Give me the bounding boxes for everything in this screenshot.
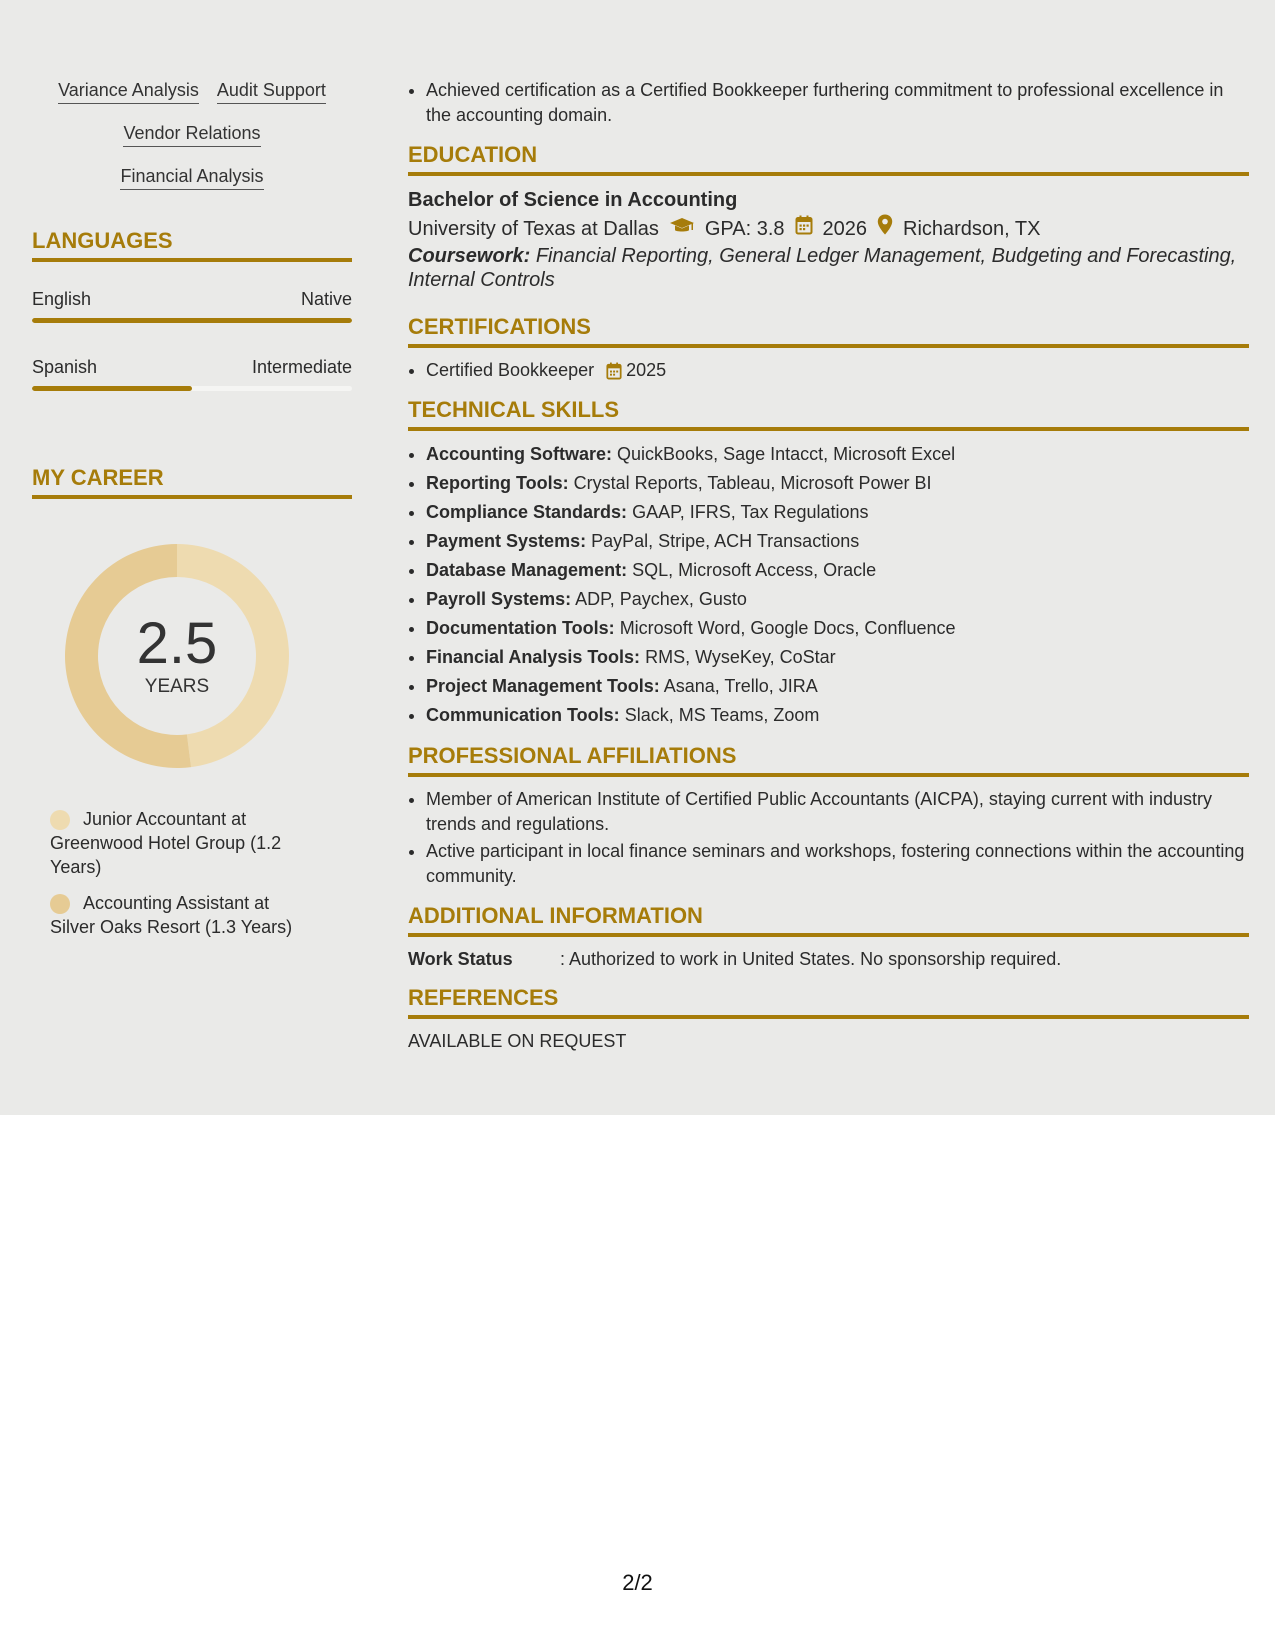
skill-item: • Compliance Standards: GAAP, IFRS, Tax Regulations [426, 499, 1249, 526]
skill-item: • Accounting Software: QuickBooks, Sage Intacct, Microsoft Excel [426, 441, 1249, 468]
graduation-year: 2026 [822, 218, 868, 240]
education-heading: EDUCATION [408, 142, 1249, 176]
work-status-value: : Authorized to work in United States. No sponsorship required. [560, 949, 1062, 969]
language-bar-fill [32, 386, 192, 391]
language-name: English [32, 289, 92, 309]
left-column [32, 80, 352, 951]
certification-item [426, 358, 1249, 383]
affiliation-item: • Member of American Institute of Certified Public Accountants (AICPA), staying current with industry trends and regulations. [426, 787, 1249, 837]
career-legend-item [50, 891, 310, 939]
skill-item: • Financial Analysis Tools: RMS, WyseKey, CoStar [426, 644, 1249, 671]
languages-heading: LANGUAGES [32, 228, 352, 262]
skill-item: • Documentation Tools: Microsoft Word, Google Docs, Confluence [426, 615, 1249, 642]
school-name: University of Texas at Dallas [408, 218, 659, 240]
calendar-icon [606, 362, 622, 380]
references-text: AVAILABLE ON REQUEST [408, 1031, 627, 1051]
work-status-label: Work Status [408, 949, 513, 969]
legend-dot [50, 894, 70, 914]
career-legend-item [50, 807, 310, 879]
language-bar [32, 318, 352, 323]
skill-item: • Payment Systems: PayPal, Stripe, ACH Transactions [426, 528, 1249, 555]
career-legend [50, 807, 310, 939]
career-donut-chart [62, 541, 292, 771]
certification-year: 2025 [626, 360, 667, 380]
coursework-list: Financial Reporting, General Ledger Management, Budgeting and Forecasting, Internal Controls [408, 245, 1237, 291]
career-total-unit: YEARS [144, 676, 210, 697]
skill-tags [32, 80, 352, 190]
location-pin-icon [877, 214, 893, 244]
coursework-label: Coursework: [408, 245, 531, 267]
coursework [408, 244, 1249, 292]
work-status-row [408, 947, 1249, 971]
skill-tag: Variance Analysis [58, 80, 199, 104]
education-details [408, 214, 1249, 244]
skill-item: • Payroll Systems: ADP, Paychex, Gusto [426, 586, 1249, 613]
references-heading: REFERENCES [408, 985, 1249, 1019]
skill-tag: Vendor Relations [123, 123, 260, 147]
additional-info-heading: ADDITIONAL INFORMATION [408, 903, 1249, 937]
career-legend-label: Junior Accountant at Greenwood Hotel Group (1.2 Years) [50, 809, 282, 877]
skill-tag: Financial Analysis [120, 166, 263, 190]
affiliations-heading: PROFESSIONAL AFFILIATIONS [408, 743, 1249, 777]
graduation-cap-icon [669, 214, 695, 244]
language-item-english [32, 288, 352, 323]
gpa: GPA: 3.8 [704, 218, 785, 240]
language-name: Spanish [32, 357, 98, 377]
legend-dot [50, 810, 70, 830]
career-legend-label: Accounting Assistant at Silver Oaks Resort (1.3 Years) [50, 893, 293, 937]
language-level: Intermediate [251, 357, 352, 377]
technical-skills-heading: TECHNICAL SKILLS [408, 397, 1249, 431]
page-number: 2/2 [622, 1570, 653, 1595]
certification-name: • Certified Bookkeeper [426, 360, 595, 380]
language-level: Native [300, 289, 352, 309]
career-total-value: 2.5 [136, 611, 218, 676]
calendar-icon [795, 214, 813, 244]
right-column [408, 80, 1249, 1053]
skill-item: • Reporting Tools: Crystal Reports, Tableau, Microsoft Power BI [426, 470, 1249, 497]
skill-item: • Project Management Tools: Asana, Trello, JIRA [426, 673, 1249, 700]
skill-tag: Audit Support [217, 80, 326, 104]
certifications-heading: CERTIFICATIONS [408, 314, 1249, 348]
career-heading: MY CAREER [32, 465, 352, 499]
technical-skills-list [408, 441, 1249, 729]
skill-item: • Database Management: SQL, Microsoft Access, Oracle [426, 557, 1249, 584]
degree-title: Bachelor of Science in Accounting [408, 189, 738, 211]
language-bar-fill [32, 318, 352, 323]
affiliation-item: • Active participant in local finance seminars and workshops, fostering connections within the accounting community. [426, 839, 1249, 889]
language-bar [32, 386, 352, 391]
education-location: Richardson, TX [903, 218, 1041, 240]
intro-bullet: • Achieved certification as a Certified Bookkeeper furthering commitment to professional excellence in the accounting domain. [426, 78, 1249, 128]
language-item-spanish [32, 356, 352, 391]
skill-item: • Communication Tools: Slack, MS Teams, Zoom [426, 702, 1249, 729]
